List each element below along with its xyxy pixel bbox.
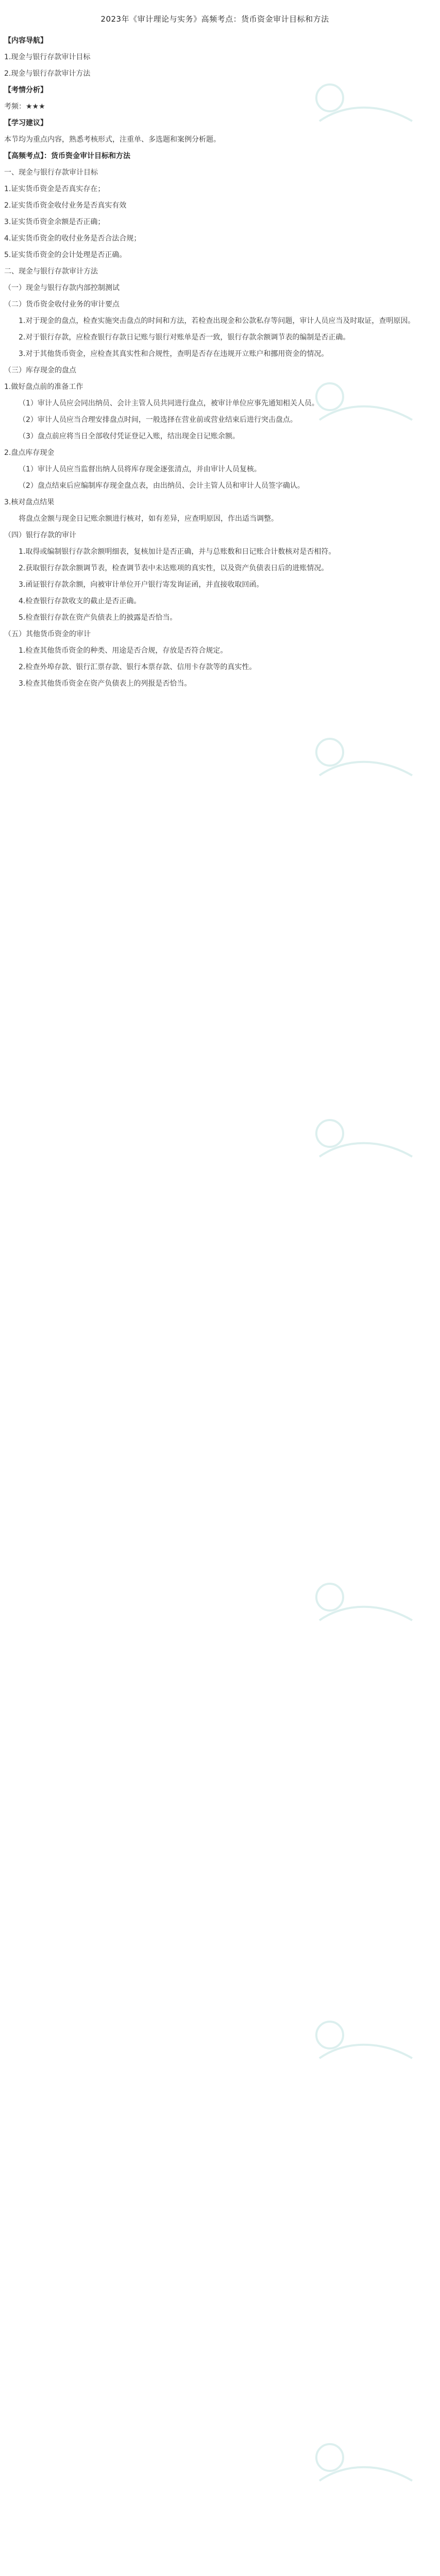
paragraph: 3.对于其他货币资金，应检查其真实性和合规性，查明是否存在违规开立账户和挪用资金的情况。 [19,350,329,358]
section-heading: 【内容导航】 [4,37,47,45]
paragraph: （2）审计人员应当合理安排盘点时间，一般选择在营业前或营业结束后进行突击盘点。 [19,416,297,424]
paragraph: 3.函证银行存款余额，向被审计单位开户银行寄发询证函，并直接收取回函。 [19,581,264,589]
watermark-icon [309,1571,422,1649]
paragraph: （1）审计人员应当监督出纳人员将库存现金逐张清点，并由审计人员复核。 [19,465,261,473]
paragraph: 1.证实货币资金是否真实存在； [4,185,105,193]
paragraph: 4.证实货币资金的收付业务是否合法合规； [4,234,141,243]
paragraph: 1.检查其他货币资金的种类、用途是否合规，存放是否符合规定。 [19,647,228,655]
paragraph: 2.证实货币资金收付业务是否真实有效 [4,201,127,210]
paragraph: 3.核对盘点结果 [4,498,55,506]
paragraph: 二、现金与银行存款审计方法 [4,267,98,276]
paragraph: 1.做好盘点前的准备工作 [4,383,83,391]
paragraph: 1.现金与银行存款审计目标 [4,53,91,61]
paragraph: 5.检查银行存款在资产负债表上的披露是否恰当。 [19,614,177,622]
paragraph: 将盘点金额与现金日记账余额进行核对，如有差异，应查明原因，作出适当调整。 [19,515,278,523]
watermark-icon [309,726,422,804]
paragraph: 1.对于现金的盘点，检查实施突击盘点的时间和方法，若检查出现金和公款私存等问题，审计人员应当及时取证，查明原因。 [19,317,415,325]
paragraph: （五）其他货币资金的审计 [4,630,91,638]
paragraph: 考频：★★★ [4,103,45,111]
watermark-icon [309,2009,422,2087]
paragraph: 3.检查其他货币资金在资产负债表上的列报是否恰当。 [19,680,192,688]
document-title: 2023年《审计理论与实务》高频考点：货币资金审计目标和方法 [100,14,329,24]
paragraph: 2.对于银行存款，应检查银行存款日记账与银行对账单是否一致，银行存款余额调节表的编制是否正确。 [19,333,350,342]
paragraph: 2.盘点库存现金 [4,449,55,457]
paragraph: （一）现金与银行存款内部控制测试 [4,284,120,292]
paragraph: （二）货币资金收付业务的审计要点 [4,300,120,309]
section-heading: 【高频考点】：货币资金审计目标和方法 [4,152,130,160]
paragraph: 一、现金与银行存款审计目标 [4,168,98,177]
paragraph: （1）审计人员应会同出纳员、会计主管人员共同进行盘点，被审计单位应事先通知相关人员。 [19,399,319,408]
paragraph: 5.证实货币资金的会计处理是否正确。 [4,251,127,259]
paragraph: 4.检查银行存款收支的截止是否正确。 [19,597,141,605]
paragraph: 本节均为重点内容，熟悉考核形式，注重单、多选题和案例分析题。 [4,135,221,144]
paragraph: （2）盘点结束后应编制库存现金盘点表，由出纳员、会计主管人员和审计人员签字确认。 [19,482,304,490]
paragraph: （三）库存现金的盘点 [4,366,76,375]
watermark-icon [309,2432,422,2509]
paragraph: 3.证实货币资金余额是否正确； [4,218,105,226]
watermark-icon [309,1108,422,1185]
paragraph: 2.现金与银行存款审计方法 [4,70,91,78]
paragraph: 2.检查外埠存款、银行汇票存款、银行本票存款、信用卡存款等的真实性。 [19,663,257,671]
section-heading: 【考情分析】 [4,86,47,94]
paragraph: 1.取得或编制银行存款余额明细表，复核加计是否正确，并与总账数和日记账合计数核对是否相符。 [19,548,336,556]
paragraph: 2.获取银行存款余额调节表，检查调节表中未达账项的真实性，以及资产负债表日后的进账情况。 [19,564,329,572]
paragraph: （3）盘点前应将当日全部收付凭证登记入账，结出现金日记账余额。 [19,432,240,440]
document-body [4,36,426,689]
document-page [0,0,440,689]
paragraph: （四）银行存款的审计 [4,531,76,539]
section-heading: 【学习建议】 [4,119,47,127]
